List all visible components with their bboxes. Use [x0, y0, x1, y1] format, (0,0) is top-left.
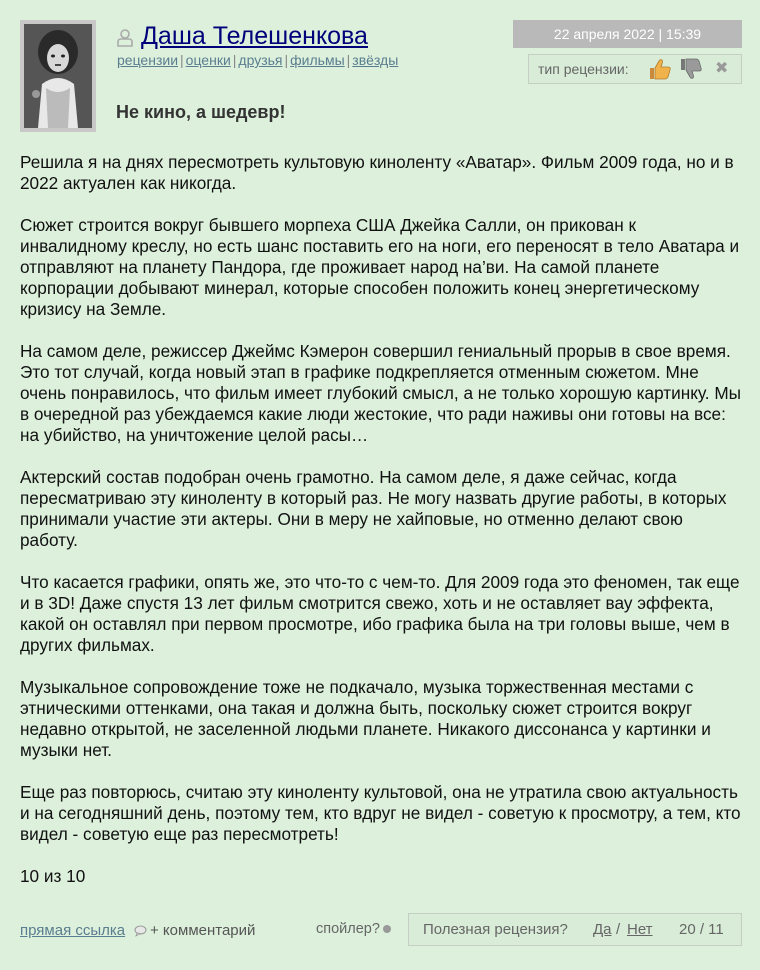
thumb-down-icon[interactable]: [679, 58, 703, 80]
review-paragraph: Еще раз повторюсь, считаю эту киноленту культовой, она не утратила свою актуальность и на сегодняшний день, поэтому тем, кто вдруг не видел - советую к просмотру, а тем, кто видел - советую еще раз пересмотреть!: [20, 782, 741, 844]
user-icon: [117, 29, 133, 47]
user-link-ratings[interactable]: оценки: [185, 52, 231, 68]
review-type-label: тип рецензии:: [538, 61, 629, 77]
clear-type-icon[interactable]: ✖: [715, 60, 729, 77]
review-title: Не кино, а шедевр!: [116, 102, 286, 122]
avatar[interactable]: [20, 20, 96, 132]
review-paragraph: Что касается графики, опять же, это что-то с чем-то. Для 2009 года это феномен, так еще и в 3D! Даже спустя 13 лет фильм смотрится свежо, хоть и не оставляет вау эффекта, какой он оставлял при первом просмотре, ибо графика была на три головы выше, чем в других фильмах.: [20, 572, 740, 655]
review-date: 22 апреля 2022 | 15:39: [513, 20, 742, 48]
spoiler-toggle[interactable]: [316, 921, 391, 937]
review-score: 10 из 10: [20, 866, 86, 886]
review-paragraph: На самом деле, режиссер Джеймс Кэмерон совершил гениальный прорыв в свое время. Это тот случай, когда новый этап в графике подкрепляется отменным сюжетом. Мне очень понравилось, что фильм имеет глубокий смысл, а не только хорошую картинку. Мы в очередной раз убеждаемся какие люди жестокие, что ради наживы они готовы на все: на убийство, на уничтожение целой расы…: [20, 341, 742, 445]
useful-no-link[interactable]: Нет: [627, 921, 653, 938]
useful-review-box: [408, 913, 742, 946]
spoiler-label: спойлер?: [316, 921, 380, 937]
username-link[interactable]: Даша Телешенкова: [141, 22, 368, 50]
useful-votes: 20 / 11: [679, 921, 724, 938]
user-link-films[interactable]: фильмы: [290, 52, 345, 68]
speech-bubble-icon: [134, 925, 147, 937]
add-comment-label: + комментарий: [150, 922, 256, 939]
review-paragraph: Музыкальное сопровождение тоже не подкачало, музыка торжественная местами с этническими оттенками, она такая и должна быть, поскольку сюжет строится вокруг недавно открытой, не заселенной людьми планете. Никакого диссонанса у картинки и музыки нет.: [20, 677, 711, 760]
avatar-image: [24, 24, 92, 128]
review-paragraph: Актерский состав подобран очень грамотно. На самом деле, я даже сейчас, когда пересматриваю эту киноленту в который раз. Не могу назвать другие работы, в которых принимали участие эти актеры. Они в меру не хайповые, но отменно делают свою работу.: [20, 467, 727, 550]
useful-separator: /: [616, 921, 621, 938]
review-type-box: [528, 54, 742, 84]
direct-link[interactable]: прямая ссылка: [20, 922, 126, 939]
review-body: [20, 152, 744, 887]
review-paragraph: Решила я на днях пересмотреть культовую киноленту «Аватар». Фильм 2009 года, но и в 2022 актуален как никогда.: [20, 152, 734, 193]
thumb-up-icon[interactable]: [648, 58, 672, 80]
user-link-friends[interactable]: друзья: [238, 52, 283, 68]
review-paragraph: Сюжет строится вокруг бывшего морпеха США Джейка Салли, он прикован к инвалидному креслу, но есть шанс поставить его на ноги, его переносят в тело Аватара и отправляют на планету Пандора, где проживает народ на’ви. На самой планете корпорации добывают минерал, которые способен положить конец энергетическому кризису на Земле.: [20, 215, 740, 319]
useful-question: Полезная рецензия?: [423, 921, 568, 938]
add-comment-link[interactable]: [134, 922, 255, 939]
spoiler-dot-icon: [383, 925, 391, 933]
user-links: рецензии | оценки | друзья | фильмы | звёзды: [117, 52, 399, 68]
user-link-reviews[interactable]: рецензии: [117, 52, 179, 68]
useful-yes-link[interactable]: Да: [593, 921, 612, 938]
user-link-stars[interactable]: звёзды: [352, 52, 399, 68]
